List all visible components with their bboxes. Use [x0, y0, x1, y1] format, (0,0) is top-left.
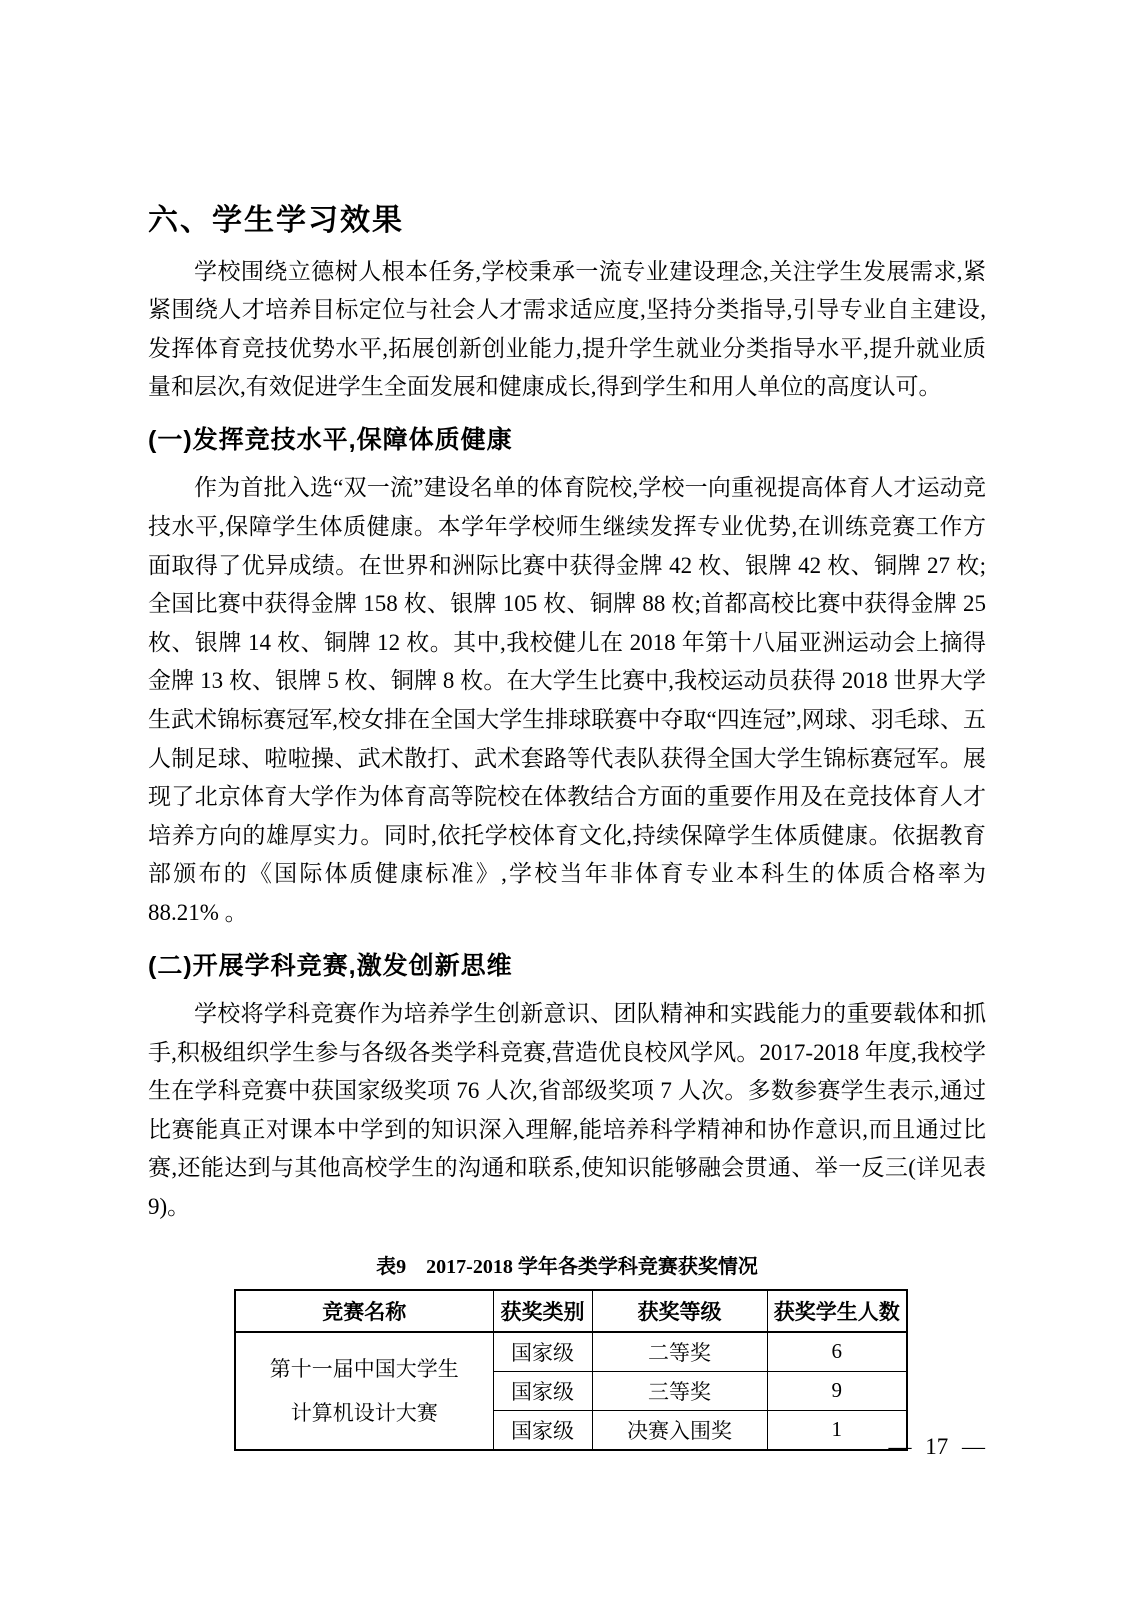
table-row	[235, 1332, 907, 1372]
page-number: — 17 —	[888, 1434, 985, 1459]
page-content	[148, 0, 986, 1451]
award-count-cell: 9	[767, 1371, 907, 1410]
section-2-heading: (二)开展学科竞赛,激发创新思维	[148, 951, 513, 980]
page-title: 六、学生学习效果	[148, 204, 404, 237]
section-2-paragraph: 学校将学科竞赛作为培养学生创新意识、团队精神和实践能力的重要载体和抓手,积极组织学生参与各级各类学科竞赛,营造优良校风学风。2017-2018 年度,我校学生在学科竞赛中获国家级奖项 76 人次,省部级奖项 7 人次。多数参赛学生表示,通过比赛能真正对课本中学到的知识深入理解,能培养科学精神和协作意识,而且通过比赛,还能达到与其他高校学生的沟通和联系,使知识能够融会贯通、举一反三(详见表 9)。	[148, 1001, 987, 1219]
intro-paragraph: 学校围绕立德树人根本任务,学校秉承一流专业建设理念,关注学生发展需求,紧紧围绕人才培养目标定位与社会人才需求适应度,坚持分类指导,引导专业自主建设,发挥体育竞技优势水平,拓展创新创业能力,提升学生就业分类指导水平,提升就业质量和层次,有效促进学生全面发展和健康成长,得到学生和用人单位的高度认可。	[148, 258, 986, 400]
award-level-cell: 三等奖	[592, 1371, 767, 1410]
competition-name-line2: 计算机设计大赛	[290, 1400, 438, 1425]
section-1-heading: (一)发挥竞技水平,保障体质健康	[148, 425, 513, 454]
header-competition-name: 竞赛名称	[235, 1290, 493, 1332]
competition-name-line1: 第十一届中国大学生	[269, 1356, 459, 1381]
competition-name-cell	[235, 1332, 493, 1450]
table-caption: 表9 2017-2018 学年各类学科竞赛获奖情况	[376, 1255, 758, 1278]
header-award-category: 获奖类别	[493, 1290, 592, 1332]
award-category-cell: 国家级	[493, 1410, 592, 1450]
awards-table	[234, 1289, 908, 1451]
award-count-cell: 6	[767, 1332, 907, 1372]
section-1-paragraph: 作为首批入选“双一流”建设名单的体育院校,学校一向重视提高体育人才运动竞技水平,保障学生体质健康。本学年学校师生继续发挥专业优势,在训练竞赛工作方面取得了优异成绩。在世界和洲际比赛中获得金牌 42 枚、银牌 42 枚、铜牌 27 枚;全国比赛中获得金牌 158 枚、银牌 105 枚、铜牌 88 枚;首都高校比赛中获得金牌 25 枚、银牌 14 枚、铜牌 12 枚。其中,我校健儿在 2018 年第十八届亚洲运动会上摘得金牌 13 枚、银牌 5 枚、铜牌 8 枚。在大学生比赛中,我校运动员获得 2018 世界大学生武术锦标赛冠军,校女排在全国大学生排球联赛中夺取“四连冠”,网球、羽毛球、五人制足球、啦啦操、武术散打、武术套路等代表队获得全国大学生锦标赛冠军。展现了北京体育大学作为体育高等院校在体教结合方面的重要作用及在竞技体育人才培养方向的雄厚实力。同时,依托学校体育文化,持续保障学生体质健康。依据教育部颁布的《国际体质健康标准》,学校当年非体育专业本科生的体质合格率为 88.21% 。	[148, 475, 986, 925]
award-category-cell: 国家级	[493, 1332, 592, 1372]
award-count-cell: 1	[767, 1410, 907, 1450]
header-award-student-count: 获奖学生人数	[767, 1290, 907, 1332]
award-level-cell: 二等奖	[592, 1332, 767, 1372]
award-level-cell: 决赛入围奖	[592, 1410, 767, 1450]
header-award-level: 获奖等级	[592, 1290, 767, 1332]
award-category-cell: 国家级	[493, 1371, 592, 1410]
table-header-row	[235, 1290, 907, 1332]
